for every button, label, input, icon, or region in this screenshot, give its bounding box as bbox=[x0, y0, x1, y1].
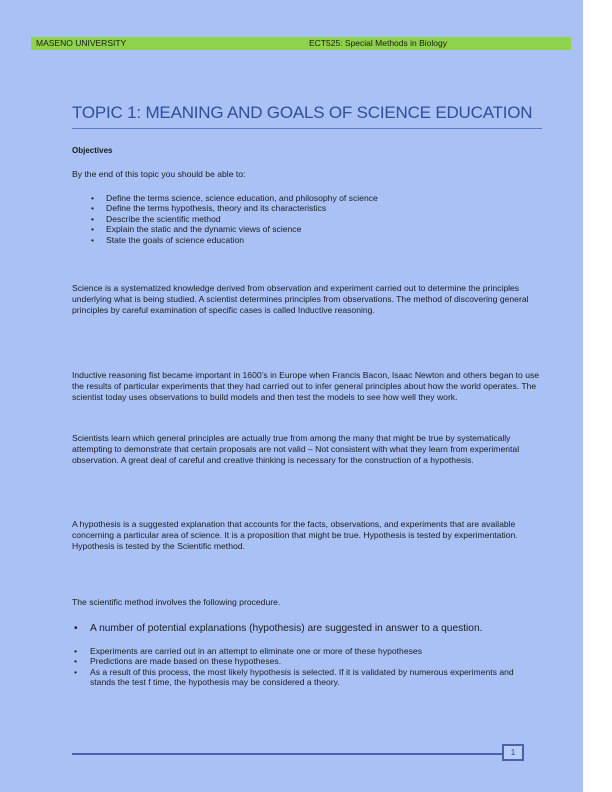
bullet-icon: • bbox=[74, 666, 78, 677]
list-item: • Describe the scientific method bbox=[91, 213, 221, 224]
list-item: • Define the terms hypothesis, theory and its characteristics bbox=[91, 203, 327, 214]
objectives-intro: By the end of this topic you should be able to: bbox=[72, 169, 246, 179]
header-course: ECT525: Special Methods in Biology bbox=[309, 38, 447, 48]
bullet-icon: • bbox=[91, 213, 95, 224]
paragraph-scientists: Scientists learn which general principles are actually true from among the many that might be true by systematically attempting to demonstrate that certain proposals are not valid – Not consistent with what they learn from experimental observation. A great deal of careful and creative thinking is necessary for the construction of a hypothesis. bbox=[72, 433, 520, 466]
list-item: • State the goals of science education bbox=[91, 234, 245, 245]
procedure-list-primary bbox=[72, 622, 532, 635]
topic-title: TOPIC 1: MEANING AND GOALS OF SCIENCE EDUCATION bbox=[72, 103, 533, 122]
page-number: 1 bbox=[502, 744, 524, 761]
procedure-list bbox=[72, 646, 532, 688]
paragraph-inductive: Inductive reasoning fist became important in 1600’s in Europe when Francis Bacon, Isaac Newton and others began to use the results of particular experiments that they had carried out to infer general principles about how the world operates. The scientist today uses observations to build models and then test the models to see how well they work. bbox=[72, 370, 540, 403]
footer-rule bbox=[72, 753, 502, 755]
list-item: • A number of potential explanations (hypothesis) are suggested in answer to a question. bbox=[74, 623, 483, 634]
paragraph-science: Science is a systematized knowledge derived from observation and experiment carried out to determine the principles underlying what is being studied. A scientist determines principles from observations. The method of discovering general principles by careful examination of specific cases is called Inductive reasoning. bbox=[72, 283, 529, 316]
bullet-icon: • bbox=[74, 656, 78, 667]
title-underline bbox=[72, 128, 542, 129]
objectives-heading: Objectives bbox=[72, 146, 113, 155]
bullet-icon: • bbox=[91, 224, 95, 235]
bullet-icon: • bbox=[91, 193, 95, 203]
header-university: MASENO UNIVERSITY bbox=[36, 38, 127, 48]
header-bar bbox=[31, 37, 571, 50]
bullet-icon: • bbox=[91, 203, 95, 214]
paragraph-method-intro: The scientific method involves the following procedure. bbox=[72, 597, 281, 607]
objectives-list bbox=[86, 193, 546, 245]
list-item: • Explain the static and the dynamic views of science bbox=[91, 224, 302, 235]
list-item: • Define the terms science, science education, and philosophy of science bbox=[91, 193, 378, 203]
list-item: • As a result of this process, the most likely hypothesis is selected. If it is validated by numerous experiments and stands the test f time, the hypothesis may be considered a theory. bbox=[74, 666, 514, 688]
list-item: • Experiments are carried out in an attempt to eliminate one or more of these hypotheses bbox=[74, 646, 422, 656]
bullet-icon: • bbox=[74, 646, 78, 656]
list-item: • Predictions are made based on these hypotheses. bbox=[74, 656, 282, 667]
paragraph-hypothesis: A hypothesis is a suggested explanation that accounts for the facts, observations, and experiments that are available concerning a particular area of science. It is a proposition that might be true. Hypothesis is tested by experimentation. Hypothesis is tested by the Scientific method. bbox=[72, 519, 518, 552]
bullet-icon: • bbox=[91, 234, 95, 245]
bullet-icon: • bbox=[74, 623, 78, 634]
